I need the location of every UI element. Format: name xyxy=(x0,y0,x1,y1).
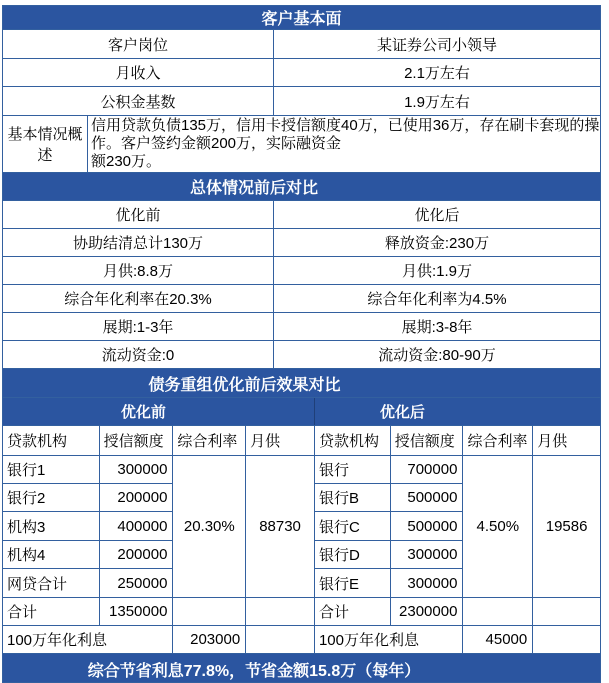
col-header-payment-before: 月供 xyxy=(246,426,315,455)
row-housing-fund-base xyxy=(3,87,600,116)
compare-row-heading xyxy=(3,201,600,229)
rate-after-column xyxy=(463,456,533,625)
total-credit-before: 1350000 xyxy=(109,603,168,620)
customer-position-value: 某证券公司小领导 xyxy=(376,36,497,54)
annual-rate-before: 综合年化利率在20.3% xyxy=(3,285,274,312)
interest-value-before: 203000 xyxy=(173,626,246,653)
lenders-after-column xyxy=(315,456,391,625)
savings-summary-text: 综合节省利息77.8%，节省金额15.8万（每年） xyxy=(87,662,421,680)
row-basic-summary xyxy=(3,116,600,173)
compare-row-liquidity xyxy=(3,341,600,369)
interest-value-after: 45000 xyxy=(463,626,533,653)
section1-title: 客户基本面 xyxy=(261,11,342,28)
loan-table-column-headers xyxy=(3,426,600,456)
lender-row: 银行1 xyxy=(3,456,99,484)
term-after: 展期:3-8年 xyxy=(401,319,473,336)
section3-header xyxy=(3,369,600,398)
band-before-label: 优化前 xyxy=(3,398,315,425)
lender-row: 银行E xyxy=(315,569,390,598)
row-customer-position xyxy=(3,30,600,59)
col-header-lender-after: 贷款机构 xyxy=(315,426,391,455)
credit-amount: 700000 xyxy=(391,456,463,484)
payment-after-column xyxy=(533,456,600,625)
compare-row-annual-rate xyxy=(3,285,600,313)
lenders-before-column xyxy=(3,456,100,625)
merged-rate-before: 20.30% xyxy=(173,456,245,598)
total-label-before: 合计 xyxy=(7,604,38,621)
interest-label-before: 100万年化利息 xyxy=(3,626,173,653)
merged-rate-after: 4.50% xyxy=(463,456,532,598)
payment-before-column xyxy=(246,456,315,625)
lender-row: 机构3 xyxy=(3,512,99,541)
empty-cell xyxy=(246,626,315,653)
loan-grid xyxy=(3,456,600,626)
credit-amount: 250000 xyxy=(100,569,173,598)
lender-row: 银行2 xyxy=(3,484,99,512)
credit-after-column xyxy=(391,456,464,625)
released-after: 释放资金:230万 xyxy=(384,235,490,252)
col-header-rate-after: 综合利率 xyxy=(463,426,533,455)
customer-position-label: 客户岗位 xyxy=(3,30,274,58)
liquidity-after: 流动资金:80-90万 xyxy=(378,347,496,364)
settled-before: 协助结清总计130万 xyxy=(3,229,274,256)
section2-title: 总体情况前后对比 xyxy=(189,180,318,197)
empty-cell xyxy=(533,598,600,625)
credit-amount: 300000 xyxy=(391,569,463,598)
summary-line-3: 额230万。 xyxy=(91,153,162,170)
compare-row-term xyxy=(3,313,600,341)
compare-after-heading: 优化后 xyxy=(414,207,460,224)
credit-before-column xyxy=(100,456,174,625)
credit-amount: 500000 xyxy=(391,512,463,541)
lender-row: 银行C xyxy=(315,512,390,541)
col-header-lender-before: 贷款机构 xyxy=(3,426,100,455)
merged-payment-before: 88730 xyxy=(246,456,314,598)
rate-before-column xyxy=(173,456,246,625)
compare-row-settled xyxy=(3,229,600,257)
credit-amount: 200000 xyxy=(100,541,173,569)
col-header-rate-before: 综合利率 xyxy=(173,426,246,455)
empty-cell xyxy=(246,598,314,625)
housing-fund-base-value: 1.9万左右 xyxy=(404,93,470,111)
row-annualized-interest xyxy=(3,626,600,654)
summary-line-1: 信用贷款负债135万，信用卡授信额度40万，已使用36万，存在刷卡套现的操 xyxy=(91,117,600,134)
term-before: 展期:1-3年 xyxy=(3,313,274,340)
summary-line-2: 作。客户签约金额200万，实际融资金 xyxy=(91,135,342,152)
monthly-income-label: 月收入 xyxy=(3,59,274,86)
empty-cell xyxy=(173,598,245,625)
col-header-credit-after: 授信额度 xyxy=(391,426,464,455)
lender-row: 银行 xyxy=(315,456,390,484)
compare-row-monthly-payment xyxy=(3,257,600,285)
monthly-payment-before: 月供:8.8万 xyxy=(3,257,274,284)
credit-amount: 500000 xyxy=(391,484,463,512)
lender-row: 银行B xyxy=(315,484,390,512)
lender-row: 网贷合计 xyxy=(3,569,99,598)
compare-before-heading: 优化前 xyxy=(3,201,274,228)
basic-summary-label: 基本情况概述 xyxy=(3,116,88,172)
section1-header xyxy=(3,6,600,30)
credit-amount: 300000 xyxy=(100,456,173,484)
total-label-after: 合计 xyxy=(318,604,349,621)
interest-label-after: 100万年化利息 xyxy=(315,626,464,653)
credit-amount: 300000 xyxy=(391,541,463,569)
housing-fund-base-label: 公积金基数 xyxy=(3,87,274,115)
section3-title: 债务重组优化前后效果对比 xyxy=(148,376,341,394)
liquidity-before: 流动资金:0 xyxy=(3,341,274,368)
annual-rate-after: 综合年化利率为4.5% xyxy=(367,291,507,308)
col-header-credit-before: 授信额度 xyxy=(100,426,174,455)
monthly-income-value: 2.1万左右 xyxy=(404,65,470,82)
section2-header xyxy=(3,173,600,201)
monthly-payment-after: 月供:1.9万 xyxy=(401,263,473,280)
credit-amount: 200000 xyxy=(100,484,173,512)
band-after-label: 优化后 xyxy=(379,404,425,421)
lender-row: 银行D xyxy=(315,541,390,569)
band-before-after xyxy=(3,398,600,426)
credit-amount: 400000 xyxy=(100,512,173,541)
savings-footer xyxy=(3,654,600,683)
lender-row: 机构4 xyxy=(3,541,99,569)
row-monthly-income xyxy=(3,59,600,87)
basic-summary-text xyxy=(88,116,600,172)
col-header-payment-after: 月供 xyxy=(537,433,568,450)
total-credit-after: 2300000 xyxy=(399,603,458,620)
report-table xyxy=(2,5,601,683)
empty-cell xyxy=(463,598,532,625)
merged-payment-after: 19586 xyxy=(533,456,600,598)
empty-cell xyxy=(533,626,600,653)
